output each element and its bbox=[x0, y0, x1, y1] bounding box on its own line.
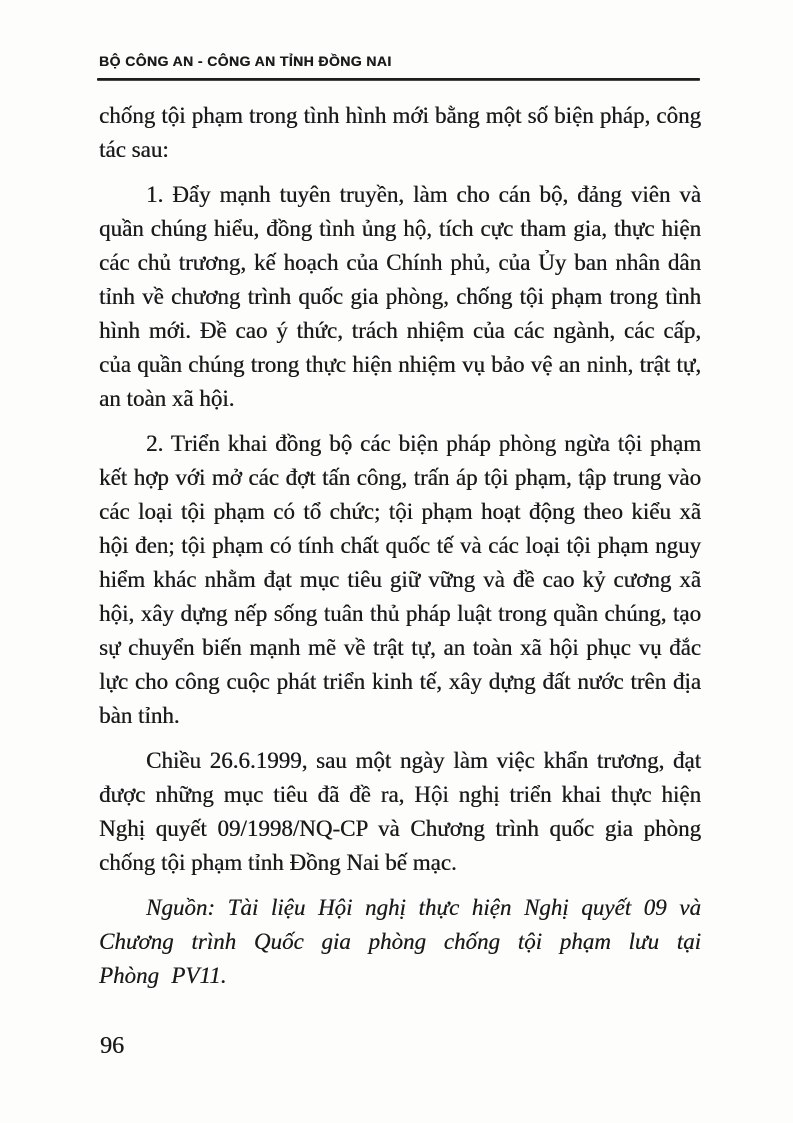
paragraph-continuation: chống tội phạm trong tình hình mới bằng một số biện pháp, công tác sau: bbox=[99, 103, 701, 162]
page-body bbox=[99, 99, 701, 993]
page-number: 96 bbox=[100, 1033, 124, 1059]
header-rule bbox=[97, 78, 700, 81]
paragraph-closing: Chiều 26.6.1999, sau một ngày làm việc khẩn trương, đạt được những mục tiêu đã đề ra, Hội nghị triển khai thực hiện Nghị quyết 09/1998/NQ-CP và Chương trình quốc gia phòng chống tội phạm tỉnh Đồng Nai bế mạc. bbox=[99, 748, 701, 875]
paragraph-item-2: 2. Triển khai đồng bộ các biện pháp phòng ngừa tội phạm kết hợp với mở các đợt tấn công, trấn áp tội phạm, tập trung vào các loại tội phạm có tổ chức; tội phạm hoạt động theo kiểu xã hội đen; tội phạm có tính chất quốc tế và các loại tội phạm nguy hiểm khác nhằm đạt mục tiêu giữ vững và đề cao kỷ cương xã hội, xây dựng nếp sống tuân thủ pháp luật trong quần chúng, tạo sự chuyển biến mạnh mẽ về trật tự, an toàn xã hội phục vụ đắc lực cho công cuộc phát triển kinh tế, xây dựng đất nước trên địa bàn tỉnh. bbox=[99, 431, 701, 728]
running-header: BỘ CÔNG AN - CÔNG AN TỈNH ĐỒNG NAI bbox=[99, 53, 392, 69]
paragraph-source: Nguồn: Tài liệu Hội nghị thực hiện Nghị quyết 09 và Chương trình Quốc gia phòng chống tội phạm lưu tại Phòng PV11. bbox=[99, 895, 701, 988]
paragraph-item-1: 1. Đẩy mạnh tuyên truyền, làm cho cán bộ, đảng viên và quần chúng hiểu, đồng tình ủng hộ, tích cực tham gia, thực hiện các chủ trương, kế hoạch của Chính phủ, của Ủy ban nhân dân tỉnh về chương trình quốc gia phòng, chống tội phạm trong tình hình mới. Đề cao ý thức, trách nhiệm của các ngành, các cấp, của quần chúng trong thực hiện nhiệm vụ bảo vệ an ninh, trật tự, an toàn xã hội. bbox=[99, 182, 701, 411]
